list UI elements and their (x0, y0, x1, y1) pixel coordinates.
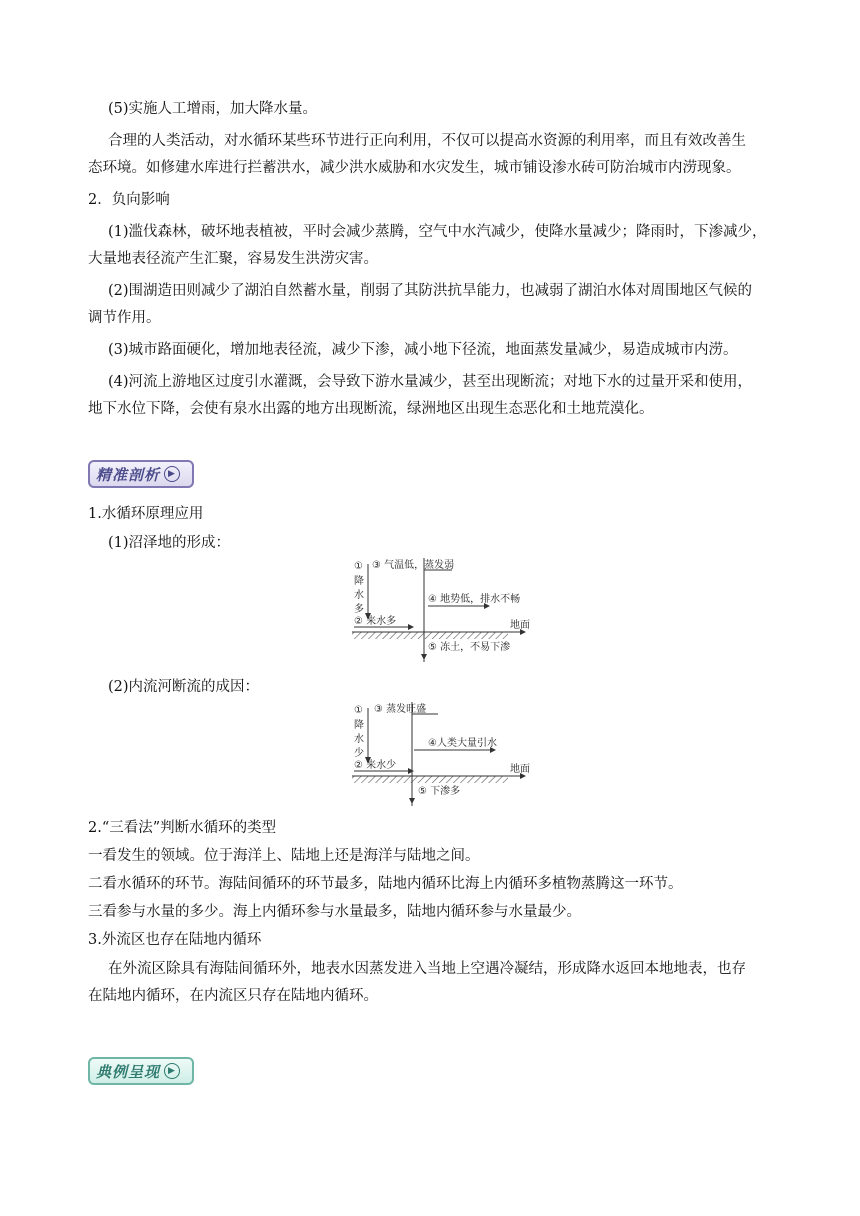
diagram-label: 少 (354, 748, 364, 759)
paragraph: (2)围湖造田则减少了湖泊自然蓄水量，削弱了其防洪抗旱能力，也减弱了湖泊水体对周围地区气候的 (108, 283, 753, 299)
paragraph: 在陆地内循环，在内流区只存在陆地内循环。 (88, 988, 378, 1004)
analysis-badge (88, 460, 194, 488)
section-heading: 2．负向影响 (88, 192, 170, 208)
paragraph: 地下水位下降，会使有泉水出露的地方出现断流，绿洲地区出现生态恶化和土地荒漠化。 (88, 401, 654, 417)
example-badge (88, 1057, 194, 1085)
diagram-label: ④人类大量引水 (428, 738, 497, 749)
diagram-label: 地面 (510, 764, 530, 775)
arrow-circle-icon: ▶ (164, 1063, 180, 1079)
paragraph: (5)实施人工增雨，加大降水量。 (108, 101, 318, 117)
paragraph: 合理的人类活动，对水循环某些环节进行正向利用，不仅可以提高水资源的利用率，而且有效改善生 (108, 133, 746, 149)
swamp-formation-diagram (352, 556, 552, 666)
diagram-label: ③ 气温低，蒸发弱 (372, 560, 455, 571)
diagram-label: 多 (354, 604, 364, 615)
diagram-label: ⑤ 下渗多 (418, 786, 461, 797)
paragraph: 大量地表径流产生汇聚，容易发生洪涝灾害。 (88, 251, 378, 267)
section-title: 3.外流区也存在陆地内循环 (88, 932, 262, 948)
list-item: (1)沼泽地的形成： (108, 535, 231, 551)
diagram-label: ① (354, 561, 363, 572)
paragraph: 调节作用。 (88, 310, 161, 326)
diagram-label: 降 (354, 576, 364, 587)
badge-label: 精准剖析 (96, 465, 161, 484)
section-title: 2.“三看法”判断水循环的类型 (88, 820, 277, 836)
paragraph: 二看水循环的环节。海陆间循环的环节最多，陆地内循环比海上内循环多植物蒸腾这一环节。 (88, 876, 683, 892)
diagram-label: ② 来水少 (354, 760, 397, 771)
diagram-label: ① (354, 705, 363, 716)
diagram-label: ② 来水多 (354, 616, 397, 627)
paragraph: 一看发生的领域。位于海洋上、陆地上还是海洋与陆地之间。 (88, 848, 480, 864)
paragraph: 三看参与水量的多少。海上内循环参与水量最多，陆地内循环参与水量最少。 (88, 904, 581, 920)
diagram-label: ③ 蒸发旺盛 (374, 704, 427, 715)
diagram-label: 水 (354, 734, 364, 745)
paragraph: 态环境。如修建水库进行拦蓄洪水，减少洪水威胁和水灾发生，城市铺设渗水砖可防治城市内涝现象。 (88, 160, 741, 176)
paragraph: (3)城市路面硬化，增加地表径流，减少下渗，减小地下径流，地面蒸发量减少，易造成城市内涝。 (108, 342, 738, 358)
paragraph: (1)滥伐森林，破坏地表植被，平时会减少蒸腾，空气中水汽减少，使降水量减少；降雨时，下渗减少， (108, 224, 767, 240)
list-item: (2)内流河断流的成因： (108, 679, 260, 695)
badge-label: 典例呈现 (96, 1062, 161, 1081)
paragraph: (4)河流上游地区过度引水灌溉，会导致下游水量减少，甚至出现断流；对地下水的过量开采和使用， (108, 374, 753, 390)
diagram-label: ④ 地势低，排水不畅 (428, 594, 521, 605)
inland-river-drying-diagram (352, 700, 552, 810)
paragraph: 在外流区除具有海陆间循环外，地表水因蒸发进入当地上空遇冷凝结，形成降水返回本地地表，也存 (108, 961, 746, 977)
section-title: 1.水循环原理应用 (88, 506, 204, 522)
diagram-label: 水 (354, 590, 364, 601)
diagram-label: 降 (354, 720, 364, 731)
diagram-label: 地面 (510, 620, 530, 631)
arrow-circle-icon: ▶ (164, 466, 180, 482)
diagram-label: ⑤ 冻土，不易下渗 (428, 642, 511, 653)
